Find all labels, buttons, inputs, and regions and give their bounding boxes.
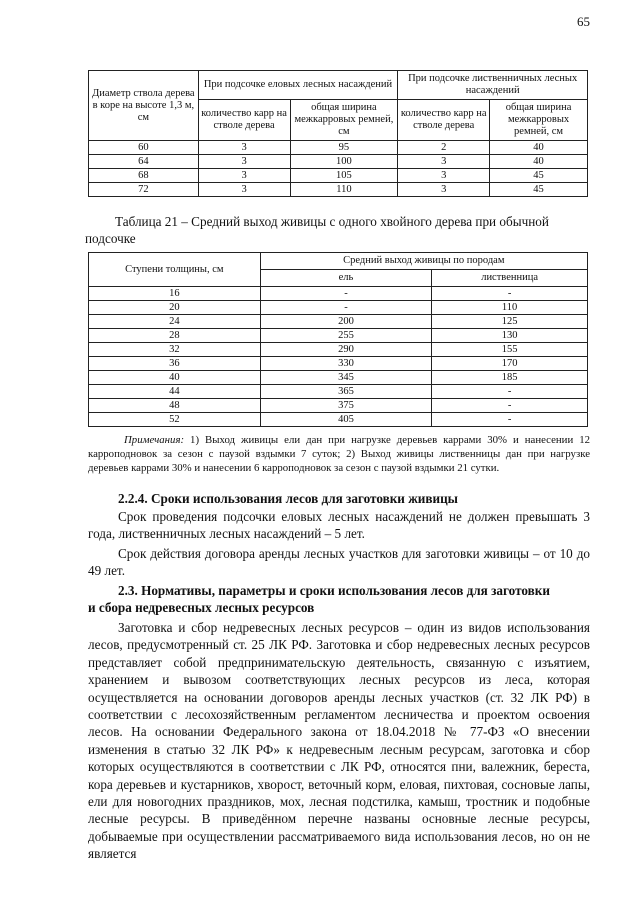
t2-sub-spruce: ель	[260, 270, 432, 287]
table-cell: 40	[89, 371, 261, 385]
paragraph-text: Заготовка и сбор недревесных лесных ресурсов – один из видов использования лесов, предусмотренный ст. 25 ЛК РФ. Заготовка и сбор недревесных лесных ресурсов представляет собой предпринимательскую деятельность, связанную с изъятием, хранением и вывозом соответствующих лесных ресурсов из леса, которая осуществляется на основании договоров аренды лесных участков (ст. 32 ЛК РФ) в соответствии с лесохозяйственным регламентом лесничества и проектом освоения лесов. На основании Федерального закона от 18.04.2018 № 77-ФЗ «О внесении изменения в статью 32 ЛК РФ» к недревесным лесным ресурсам, заготовка и сбор которых осуществляются в соответствии с ЛК РФ, относятся пни, валежник, береста, кора деревьев и кустарников, хворост, веточный корм, еловая, пихтовая, сосновые лапы, ели для новогодних праздников, мох, лесная подстилка, камыш, тростник и подобные лесные ресурсы. В приведённом перечне названы основные лесные ресурсы, добываемые при осуществлении рассматриваемого вида использования лесов, но он не является	[88, 620, 590, 862]
t1-header-spruce: При подсочке еловых лесных насаждений	[198, 71, 398, 100]
paragraph-nontimber-resources	[88, 619, 590, 863]
table-cell: 3	[398, 169, 490, 183]
table-cell: 16	[89, 287, 261, 301]
table-cell: 40	[490, 141, 588, 155]
section-heading-2-3	[88, 582, 590, 616]
table-row	[89, 413, 588, 427]
t1-sub-width-spruce: общая ширина межкарровых ремней, см	[290, 100, 398, 141]
table-cell: 290	[260, 343, 432, 357]
t1-header-diameter: Диаметр ствола дерева в коре на высоте 1,3 м, см	[89, 71, 199, 141]
table-row	[89, 183, 588, 197]
table-cell: -	[432, 399, 588, 413]
t1-sub-count-larch: количество карр на стволе дерева	[398, 100, 490, 141]
table-cell: 125	[432, 315, 588, 329]
table-cell: 3	[198, 155, 290, 169]
table-row	[89, 315, 588, 329]
table-cell: 3	[398, 183, 490, 197]
table-cell: 3	[198, 183, 290, 197]
table-cell: 105	[290, 169, 398, 183]
heading-line1: 2.3. Нормативы, параметры и сроки использования лесов для заготовки	[118, 583, 550, 598]
table21-caption-line1: Таблица 21 – Средний выход живицы с одного хвойного дерева при обычной	[115, 214, 549, 229]
table-cell: 44	[89, 385, 261, 399]
table-row	[89, 141, 588, 155]
section-heading-2-2-4: 2.2.4. Сроки использования лесов для заготовки живицы	[118, 491, 458, 506]
heading-line2: и сбора недревесных лесных ресурсов	[88, 600, 315, 615]
table-cell: -	[260, 287, 432, 301]
table-row	[89, 385, 588, 399]
table-row	[89, 357, 588, 371]
t2-sub-larch: лиственница	[432, 270, 588, 287]
table-cell: 45	[490, 183, 588, 197]
paragraph-text: Срок проведения подсочки еловых лесных насаждений не должен превышать 3 года, лиственничных лесных насаждений – 5 лет.	[88, 509, 590, 542]
table-cell: 20	[89, 301, 261, 315]
table-cell: 28	[89, 329, 261, 343]
table-cell: 2	[398, 141, 490, 155]
paragraph-lease-term	[88, 545, 590, 580]
table-row	[89, 399, 588, 413]
table-row	[89, 301, 588, 315]
table21-caption	[85, 213, 590, 247]
table-cell: -	[432, 385, 588, 399]
t2-header-yield: Средний выход живицы по породам	[260, 253, 587, 270]
table-cell: 155	[432, 343, 588, 357]
table-cell: 200	[260, 315, 432, 329]
table-cell: 68	[89, 169, 199, 183]
table-cell: 3	[198, 141, 290, 155]
table-cell: 100	[290, 155, 398, 169]
table-cell: 95	[290, 141, 398, 155]
t1-sub-width-larch: общая ширина межкарровых ремней, см	[490, 100, 588, 141]
resin-yield-table	[88, 252, 588, 427]
table-cell: 110	[290, 183, 398, 197]
table-cell: 40	[490, 155, 588, 169]
table-cell: 52	[89, 413, 261, 427]
note-text: 1) Выход живицы ели дан при нагрузке деревьев каррами 30% и нанесении 12 карроподновок за сезон с паузой вздымки 7 суток; 2) Выход живицы лиственницы дан при нагрузке деревьев каррами 30% и нанесении 6 карроподновок за сезон с паузой вздымки 21 сутки.	[88, 434, 590, 474]
table-row	[89, 169, 588, 183]
table-cell: 170	[432, 357, 588, 371]
table-cell: -	[432, 413, 588, 427]
table-cell: 3	[198, 169, 290, 183]
table-notes	[88, 433, 590, 475]
tapping-parameters-table	[88, 70, 588, 197]
table-cell: -	[432, 287, 588, 301]
table-row	[89, 343, 588, 357]
t1-header-larch: При подсочке лиственничных лесных насаждений	[398, 71, 588, 100]
table-cell: 36	[89, 357, 261, 371]
t1-sub-count-spruce: количество карр на стволе дерева	[198, 100, 290, 141]
table-cell: 375	[260, 399, 432, 413]
table-cell: 24	[89, 315, 261, 329]
table-cell: 185	[432, 371, 588, 385]
table-cell: 60	[89, 141, 199, 155]
table-cell: 3	[398, 155, 490, 169]
table-cell: 64	[89, 155, 199, 169]
table-row	[89, 155, 588, 169]
t2-header-thickness: Ступени толщины, см	[89, 253, 261, 287]
paragraph-text: Срок действия договора аренды лесных участков для заготовки живицы – от 10 до 49 лет.	[88, 546, 590, 579]
table-row	[89, 287, 588, 301]
table-row	[89, 329, 588, 343]
note-label: Примечания:	[124, 434, 185, 446]
table-cell: 45	[490, 169, 588, 183]
table-cell: 330	[260, 357, 432, 371]
table-cell: 48	[89, 399, 261, 413]
table-cell: 405	[260, 413, 432, 427]
table-cell: 365	[260, 385, 432, 399]
table-cell: -	[260, 301, 432, 315]
paragraph-tapping-term	[88, 508, 590, 543]
table-row	[89, 371, 588, 385]
table-cell: 110	[432, 301, 588, 315]
table21-caption-line2: подсочке	[85, 231, 136, 246]
table-cell: 32	[89, 343, 261, 357]
page-number: 65	[577, 14, 590, 29]
table-cell: 130	[432, 329, 588, 343]
table-cell: 72	[89, 183, 199, 197]
table-cell: 255	[260, 329, 432, 343]
table-cell: 345	[260, 371, 432, 385]
